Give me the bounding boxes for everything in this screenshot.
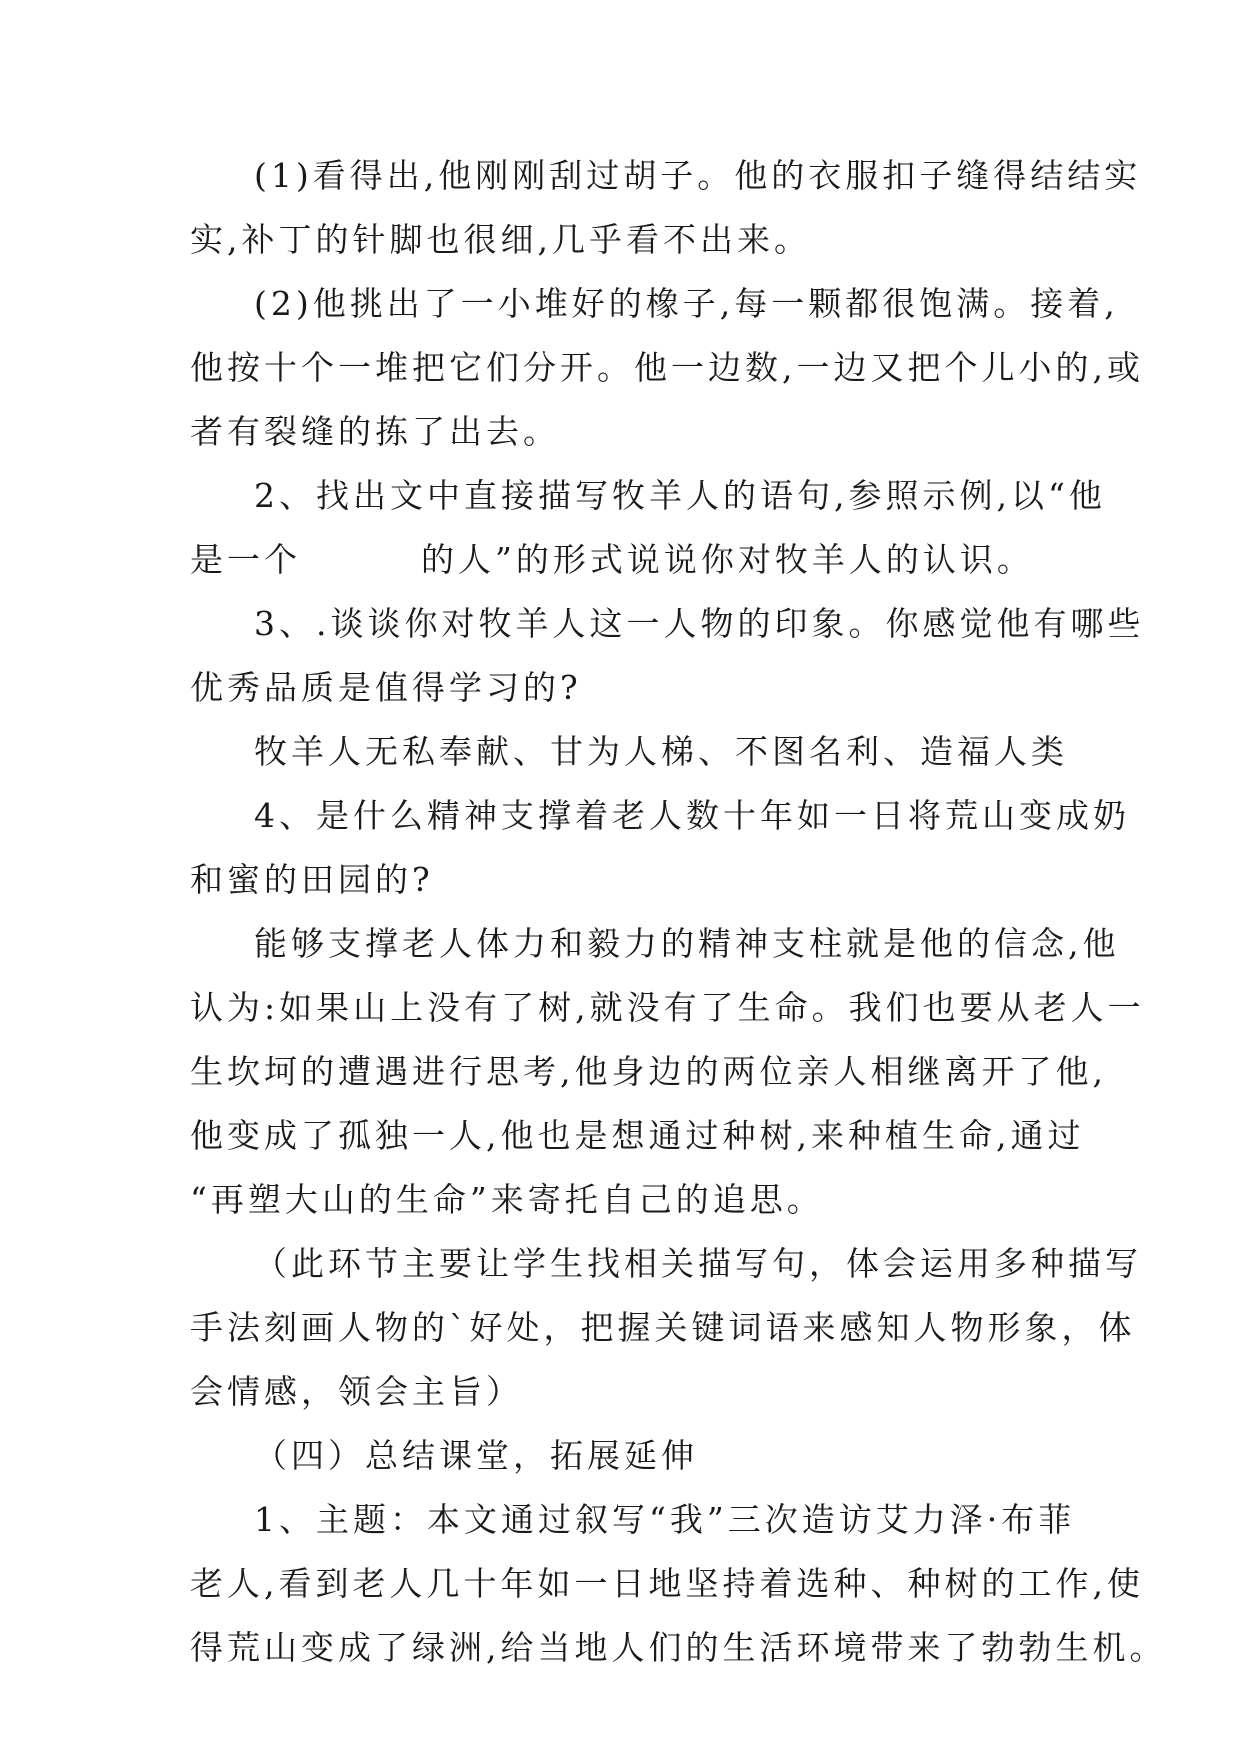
- text-line: 实,补丁的针脚也很细,几乎看不出来。: [190, 220, 811, 259]
- text-line: 得荒山变成了绿洲,给当地人们的生活环境带来了勃勃生机。: [190, 1628, 1167, 1667]
- text-line: （此环节主要让学生找相关描写句，体会运用多种描写: [254, 1244, 1142, 1283]
- text-line: 和蜜的田园的?: [190, 860, 434, 899]
- text-line: 优秀品质是值得学习的?: [190, 668, 582, 707]
- text-line: 3、.谈谈你对牧羊人这一人物的印象。你感觉他有哪些: [254, 604, 1145, 643]
- text-line: [190, 540, 1034, 580]
- text-line: 他按十个一堆把它们分开。他一边数,一边又把个儿小的,或: [190, 348, 1144, 387]
- text-fragment: 是一个: [190, 540, 301, 579]
- text-line: 能够支撑老人体力和毅力的精神支柱就是他的信念,他: [254, 924, 1120, 963]
- text-line: 他变成了孤独一人,他也是想通过种树,来种植生命,通过: [190, 1116, 1085, 1155]
- text-fragment: 的人”的形式说说你对牧羊人的认识。: [421, 540, 1034, 579]
- text-line: 生坎坷的遭遇进行思考,他身边的两位亲人相继离开了他,: [190, 1052, 1107, 1091]
- text-line: 2、找出文中直接描写牧羊人的语句,参照示例,以“他: [254, 476, 1106, 515]
- text-line: 牧羊人无私奉献、甘为人梯、不图名利、造福人类: [254, 732, 1068, 771]
- text-line: 4、是什么精神支撑着老人数十年如一日将荒山变成奶: [254, 796, 1130, 835]
- text-line: 老人,看到老人几十年如一日地坚持着选种、种树的工作,使: [190, 1564, 1144, 1603]
- text-line: (1)看得出,他刚刚刮过胡子。他的衣服扣子缝得结结实: [254, 156, 1142, 195]
- section-heading: （四）总结课堂，拓展延伸: [254, 1436, 698, 1475]
- text-line: (2)他挑出了一小堆好的橡子,每一颗都很饱满。接着,: [254, 284, 1119, 323]
- text-line: 手法刻画人物的`好处，把握关键词语来感知人物形象，体: [190, 1308, 1136, 1347]
- text-line: 1、主题：本文通过叙写“我”三次造访艾力泽·布菲: [254, 1500, 1076, 1539]
- text-line: 认为:如果山上没有了树,就没有了生命。我们也要从老人一: [190, 988, 1145, 1027]
- text-line: “再塑大山的生命”来寄托自己的追思。: [190, 1180, 824, 1219]
- text-line: 者有裂缝的拣了出去。: [190, 412, 560, 451]
- text-line: 会情感，领会主旨）: [190, 1372, 523, 1411]
